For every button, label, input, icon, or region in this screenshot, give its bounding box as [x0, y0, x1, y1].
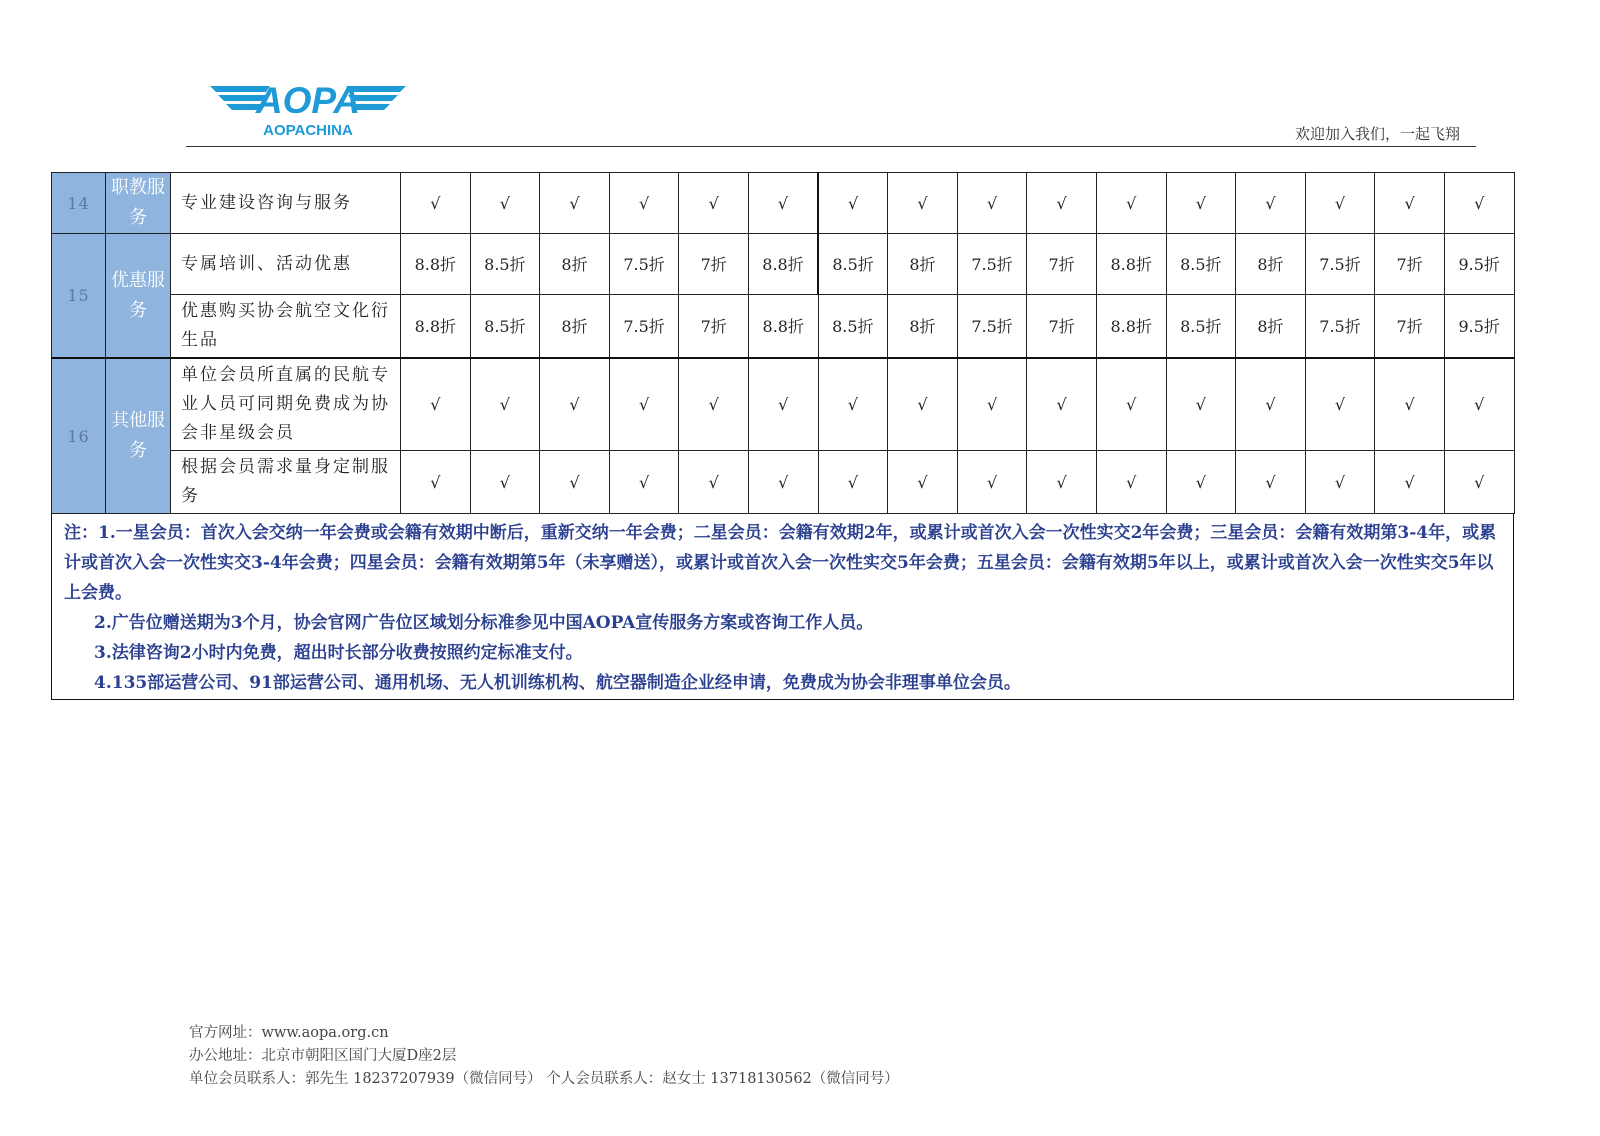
benefits-table: [51, 172, 1515, 514]
category-label: 优惠服务: [106, 234, 171, 359]
benefit-cell: √: [1096, 451, 1166, 514]
benefit-cell: √: [1027, 358, 1097, 451]
benefit-cell: 7折: [1375, 295, 1445, 359]
benefit-cell: 8.5折: [1166, 295, 1236, 359]
benefit-cell: √: [1166, 358, 1236, 451]
footer-website: 官方网址：www.aopa.org.cn: [189, 1025, 389, 1041]
benefit-cell: √: [1027, 451, 1097, 514]
footer-address: 办公地址：北京市朝阳区国门大厦D座2层: [189, 1048, 457, 1064]
benefit-cell: √: [609, 173, 679, 234]
benefit-cell: 8.8折: [1096, 295, 1166, 359]
benefit-cell: 7折: [1375, 234, 1445, 295]
benefit-cell: 8.5折: [470, 234, 540, 295]
benefit-cell: √: [470, 173, 540, 234]
table-row: [52, 295, 1515, 359]
benefit-cell: √: [1166, 451, 1236, 514]
benefit-cell: √: [1096, 358, 1166, 451]
benefit-cell: √: [401, 358, 471, 451]
benefit-cell: √: [1027, 173, 1097, 234]
benefit-cell: √: [1444, 173, 1514, 234]
benefit-cell: √: [1444, 451, 1514, 514]
benefit-cell: 7.5折: [609, 234, 679, 295]
benefit-cell: 8折: [540, 295, 610, 359]
benefit-cell: 7折: [1027, 295, 1097, 359]
note-3: 3.法律咨询2小时内免费，超出时长部分收费按照约定标准支付。: [94, 643, 583, 663]
benefit-cell: √: [957, 358, 1027, 451]
benefit-cell: 8.8折: [748, 295, 818, 359]
benefit-cell: √: [540, 358, 610, 451]
header-rule: [186, 146, 1476, 147]
service-item: 专属培训、活动优惠: [171, 234, 401, 295]
benefit-cell: 7.5折: [1305, 234, 1375, 295]
aopa-logo: [208, 80, 408, 142]
footer-contacts: 单位会员联系人：郭先生 18237207939（微信同号） 个人会员联系人：赵女士 13718130562（微信同号）: [189, 1071, 899, 1087]
benefit-cell: √: [1375, 173, 1445, 234]
benefit-cell: √: [818, 358, 888, 451]
row-number: 16: [52, 358, 106, 514]
benefit-cell: √: [957, 173, 1027, 234]
note-1: 注：1.一星会员：首次入会交纳一年会费或会籍有效期中断后，重新交纳一年会费；二星会员：会籍有效期2年，或累计或首次入会一次性实交2年会费；三星会员：会籍有效期第3-4年，或累计或首次入会一次性实交3-4年会费；四星会员：会籍有效期第5年（未享赠送），或累计或首次入会一次性实交5年会费；五星会员：会籍有效期5年以上，或累计或首次入会一次性实交5年以上会费。: [64, 523, 1497, 603]
benefit-cell: √: [1236, 451, 1306, 514]
benefit-cell: √: [1236, 173, 1306, 234]
benefit-cell: 7折: [1027, 234, 1097, 295]
benefit-cell: √: [957, 451, 1027, 514]
note-2: 2.广告位赠送期为3个月，协会官网广告位区域划分标准参见中国AOPA宣传服务方案或咨询工作人员。: [94, 613, 874, 633]
benefit-cell: √: [1305, 451, 1375, 514]
benefit-cell: 7.5折: [609, 295, 679, 359]
logo-subtext: AOPACHINA: [263, 122, 353, 139]
benefit-cell: 9.5折: [1444, 295, 1514, 359]
table-row: [52, 173, 1515, 234]
benefit-cell: 8.5折: [818, 234, 888, 295]
benefit-cell: √: [748, 358, 818, 451]
row-number: 15: [52, 234, 106, 359]
benefit-cell: √: [1305, 173, 1375, 234]
benefit-cell: √: [888, 173, 958, 234]
benefit-cell: 8.8折: [748, 234, 818, 295]
service-item: 单位会员所直属的民航专业人员可同期免费成为协会非星级会员: [171, 358, 401, 451]
benefit-cell: √: [401, 173, 471, 234]
benefit-cell: 8折: [1236, 234, 1306, 295]
benefit-cell: 7.5折: [1305, 295, 1375, 359]
benefit-cell: 8折: [888, 234, 958, 295]
benefit-cell: 7.5折: [957, 234, 1027, 295]
benefit-cell: 8.8折: [1096, 234, 1166, 295]
table-row: [52, 451, 1515, 514]
header-slogan: 欢迎加入我们，一起飞翔: [1294, 125, 1460, 143]
benefit-cell: √: [540, 173, 610, 234]
category-label: 其他服务: [106, 358, 171, 514]
benefit-cell: √: [888, 451, 958, 514]
benefit-cell: √: [888, 358, 958, 451]
benefit-cell: √: [401, 451, 471, 514]
benefit-cell: √: [748, 173, 818, 234]
benefit-cell: 7.5折: [957, 295, 1027, 359]
benefit-cell: 8.8折: [401, 234, 471, 295]
benefit-cell: 7折: [679, 234, 749, 295]
benefit-cell: 8折: [888, 295, 958, 359]
benefit-cell: 8.5折: [818, 295, 888, 359]
service-item: 专业建设咨询与服务: [171, 173, 401, 234]
benefit-cell: √: [1096, 173, 1166, 234]
benefit-cell: √: [679, 451, 749, 514]
benefit-cell: 8折: [1236, 295, 1306, 359]
benefit-cell: √: [1305, 358, 1375, 451]
benefit-cell: √: [470, 451, 540, 514]
benefit-cell: √: [609, 358, 679, 451]
benefit-cell: 8.5折: [470, 295, 540, 359]
footer: [189, 1022, 899, 1091]
benefit-cell: √: [748, 451, 818, 514]
benefit-cell: √: [1166, 173, 1236, 234]
benefit-cell: √: [470, 358, 540, 451]
notes-box: [51, 514, 1514, 700]
benefit-cell: √: [1444, 358, 1514, 451]
table-row: [52, 358, 1515, 451]
service-item: 根据会员需求量身定制服务: [171, 451, 401, 514]
benefit-cell: √: [609, 451, 679, 514]
benefit-cell: √: [818, 451, 888, 514]
benefit-cell: √: [679, 358, 749, 451]
benefit-cell: 9.5折: [1444, 234, 1514, 295]
service-item: 优惠购买协会航空文化衍生品: [171, 295, 401, 359]
benefit-cell: 8折: [540, 234, 610, 295]
benefit-cell: 8.8折: [401, 295, 471, 359]
benefit-cell: 7折: [679, 295, 749, 359]
benefit-cell: 8.5折: [1166, 234, 1236, 295]
benefit-cell: √: [679, 173, 749, 234]
row-number: 14: [52, 173, 106, 234]
logo-wordmark: AOPA: [255, 80, 361, 121]
category-label: 职教服务: [106, 173, 171, 234]
benefit-cell: √: [540, 451, 610, 514]
benefit-cell: √: [818, 173, 888, 234]
benefit-cell: √: [1375, 358, 1445, 451]
benefit-cell: √: [1375, 451, 1445, 514]
table-row: [52, 234, 1515, 295]
note-4: 4.135部运营公司、91部运营公司、通用机场、无人机训练机构、航空器制造企业经申请，免费成为协会非理事单位会员。: [94, 673, 1021, 693]
benefit-cell: √: [1236, 358, 1306, 451]
